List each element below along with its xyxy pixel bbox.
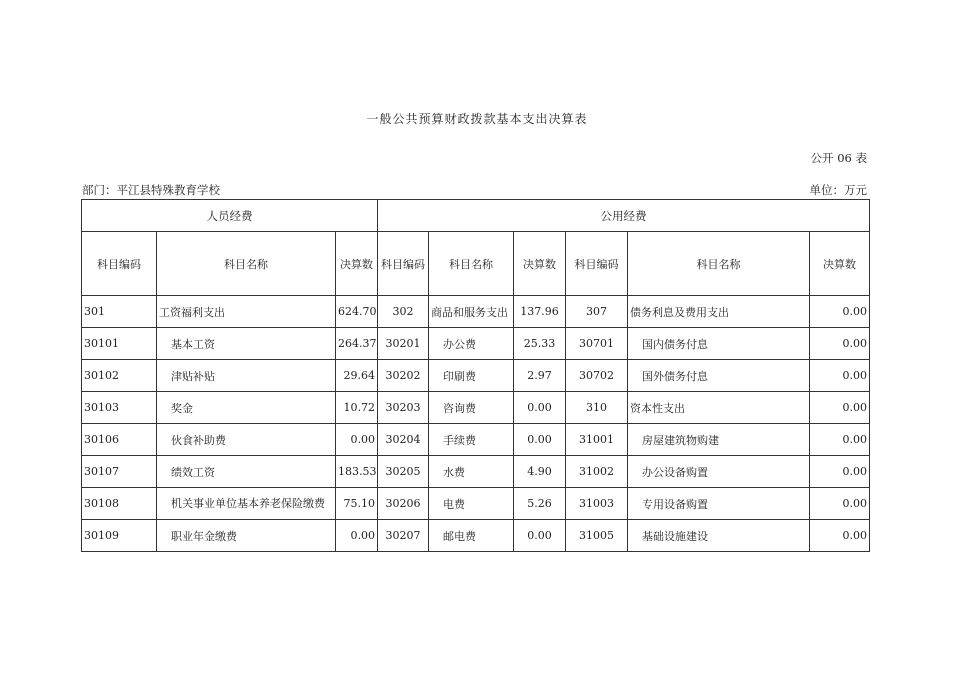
- public-code: 30201: [378, 328, 429, 360]
- department-label: 部门：平江县特殊教育学校: [82, 183, 220, 197]
- public-amount: 0.00: [810, 392, 870, 424]
- personnel-code: 30102: [82, 360, 157, 392]
- table-row: [82, 488, 870, 520]
- col-header-code: 科目编码: [566, 232, 628, 296]
- personnel-name: 基本工资: [157, 328, 336, 360]
- table-row: [82, 392, 870, 424]
- public-code: 30202: [378, 360, 429, 392]
- public-code: 30207: [378, 520, 429, 552]
- personnel-code: 30107: [82, 456, 157, 488]
- public-amount: 2.97: [514, 360, 566, 392]
- public-code: 31002: [566, 456, 628, 488]
- unit-label: 单位：万元: [809, 183, 867, 197]
- personnel-code: 30106: [82, 424, 157, 456]
- public-code: 30203: [378, 392, 429, 424]
- public-name: 商品和服务支出: [429, 296, 514, 328]
- personnel-amount: 75.10: [336, 488, 378, 520]
- public-name: 基础设施建设: [628, 520, 810, 552]
- public-amount: 25.33: [514, 328, 566, 360]
- personnel-code: 30101: [82, 328, 157, 360]
- public-amount: 0.00: [514, 520, 566, 552]
- group-header-personnel: 人员经费: [82, 200, 378, 232]
- table-row: [82, 296, 870, 328]
- col-header-code: 科目编码: [378, 232, 429, 296]
- public-code: 30701: [566, 328, 628, 360]
- personnel-amount: 0.00: [336, 520, 378, 552]
- col-header-amount: 决算数: [336, 232, 378, 296]
- public-name: 办公费: [429, 328, 514, 360]
- public-code: 310: [566, 392, 628, 424]
- public-amount: 5.26: [514, 488, 566, 520]
- personnel-code: 30108: [82, 488, 157, 520]
- group-header-public: 公用经费: [378, 200, 870, 232]
- public-name: 邮电费: [429, 520, 514, 552]
- table-row: [82, 520, 870, 552]
- table-row: [82, 360, 870, 392]
- expenditure-table: [81, 199, 870, 552]
- public-amount: 0.00: [810, 456, 870, 488]
- personnel-amount: 624.70: [336, 296, 378, 328]
- personnel-name: 津贴补贴: [157, 360, 336, 392]
- personnel-name: 职业年金缴费: [157, 520, 336, 552]
- public-name: 咨询费: [429, 392, 514, 424]
- col-header-amount: 决算数: [514, 232, 566, 296]
- public-code: 30204: [378, 424, 429, 456]
- public-amount: 0.00: [514, 424, 566, 456]
- personnel-name: 工资福利支出: [157, 296, 336, 328]
- personnel-amount: 183.53: [336, 456, 378, 488]
- public-amount: 0.00: [810, 296, 870, 328]
- public-name: 专用设备购置: [628, 488, 810, 520]
- public-name: 印刷费: [429, 360, 514, 392]
- public-name: 手续费: [429, 424, 514, 456]
- public-name: 电费: [429, 488, 514, 520]
- public-name: 债务利息及费用支出: [628, 296, 810, 328]
- personnel-amount: 10.72: [336, 392, 378, 424]
- public-code: 31001: [566, 424, 628, 456]
- col-header-name: 科目名称: [628, 232, 810, 296]
- public-code: 302: [378, 296, 429, 328]
- public-name: 国内债务付息: [628, 328, 810, 360]
- personnel-amount: 0.00: [336, 424, 378, 456]
- public-code: 30702: [566, 360, 628, 392]
- public-code: 307: [566, 296, 628, 328]
- col-header-code: 科目编码: [82, 232, 157, 296]
- col-header-name: 科目名称: [157, 232, 336, 296]
- public-amount: 137.96: [514, 296, 566, 328]
- col-header-amount: 决算数: [810, 232, 870, 296]
- personnel-name: 绩效工资: [157, 456, 336, 488]
- public-amount: 0.00: [810, 520, 870, 552]
- public-name: 资本性支出: [628, 392, 810, 424]
- personnel-code: 30109: [82, 520, 157, 552]
- document-title: 一般公共预算财政拨款基本支出决算表: [366, 112, 588, 126]
- public-name: 水费: [429, 456, 514, 488]
- personnel-code: 301: [82, 296, 157, 328]
- personnel-code: 30103: [82, 392, 157, 424]
- table-row: [82, 456, 870, 488]
- public-code: 31005: [566, 520, 628, 552]
- public-amount: 0.00: [810, 360, 870, 392]
- personnel-amount: 29.64: [336, 360, 378, 392]
- form-number: 公开 06 表: [810, 151, 867, 165]
- table-row: [82, 424, 870, 456]
- table-row: [82, 328, 870, 360]
- public-amount: 0.00: [810, 488, 870, 520]
- personnel-name: 奖金: [157, 392, 336, 424]
- personnel-name: 机关事业单位基本养老保险缴费: [157, 488, 336, 520]
- public-amount: 0.00: [514, 392, 566, 424]
- personnel-amount: 264.37: [336, 328, 378, 360]
- public-code: 30205: [378, 456, 429, 488]
- public-name: 房屋建筑物购建: [628, 424, 810, 456]
- public-name: 办公设备购置: [628, 456, 810, 488]
- public-amount: 0.00: [810, 328, 870, 360]
- public-code: 31003: [566, 488, 628, 520]
- col-header-name: 科目名称: [429, 232, 514, 296]
- public-name: 国外债务付息: [628, 360, 810, 392]
- public-amount: 4.90: [514, 456, 566, 488]
- public-code: 30206: [378, 488, 429, 520]
- personnel-name: 伙食补助费: [157, 424, 336, 456]
- public-amount: 0.00: [810, 424, 870, 456]
